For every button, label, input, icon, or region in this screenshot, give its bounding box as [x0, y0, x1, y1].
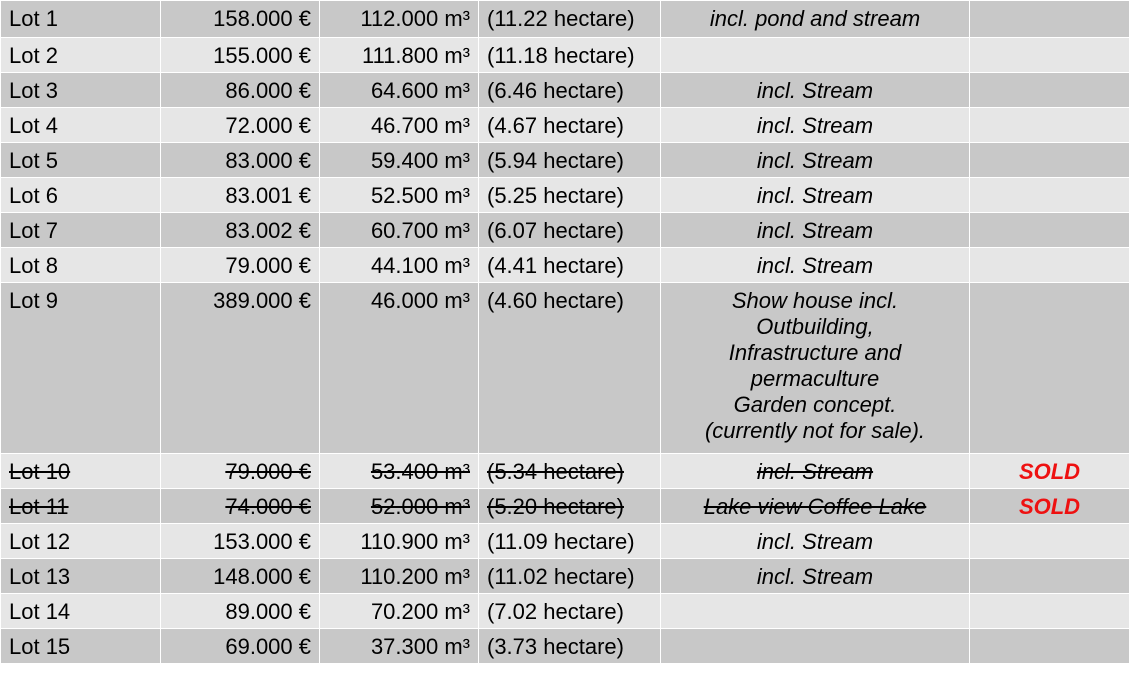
hectare-cell: (6.46 hectare) — [479, 73, 661, 108]
status-badge — [970, 283, 1129, 454]
note-line: incl. pond and stream — [709, 6, 921, 31]
lot-cell: Lot 5 — [1, 143, 161, 178]
hectare-cell: (5.94 hectare) — [479, 143, 661, 178]
hectare-cell: (11.02 hectare) — [479, 559, 661, 594]
note-cell — [661, 594, 970, 629]
hectare-cell: (4.60 hectare) — [479, 283, 661, 454]
table-row — [1, 489, 1129, 524]
hectare-cell: (5.20 hectare) — [479, 489, 661, 524]
area-cell: 52.500 m³ — [320, 178, 479, 213]
area-cell: 44.100 m³ — [320, 248, 479, 283]
price-cell: 72.000 € — [161, 108, 320, 143]
table-row — [1, 213, 1129, 248]
hectare-cell: (6.07 hectare) — [479, 213, 661, 248]
lot-cell: Lot 13 — [1, 559, 161, 594]
lot-cell: Lot 4 — [1, 108, 161, 143]
price-cell: 69.000 € — [161, 629, 320, 664]
hectare-cell: (11.22 hectare) — [479, 1, 661, 38]
note-line: incl. Stream — [756, 253, 874, 278]
price-cell: 79.000 € — [161, 454, 320, 489]
status-badge: SOLD — [970, 489, 1129, 524]
table-row — [1, 283, 1129, 454]
status-badge — [970, 38, 1129, 73]
hectare-cell: (11.18 hectare) — [479, 38, 661, 73]
note-line: Lake view Coffee Lake — [703, 494, 927, 519]
area-cell: 111.800 m³ — [320, 38, 479, 73]
note-line: permaculture — [750, 366, 880, 391]
note-line: incl. Stream — [756, 218, 874, 243]
note-cell — [661, 629, 970, 664]
note-line: (currently not for sale). — [704, 418, 926, 443]
status-badge — [970, 213, 1129, 248]
lot-cell: Lot 6 — [1, 178, 161, 213]
lot-cell: Lot 7 — [1, 213, 161, 248]
area-cell: 110.200 m³ — [320, 559, 479, 594]
status-badge — [970, 108, 1129, 143]
price-cell: 89.000 € — [161, 594, 320, 629]
note-cell — [661, 283, 970, 454]
hectare-cell: (4.67 hectare) — [479, 108, 661, 143]
status-badge — [970, 143, 1129, 178]
price-cell: 83.002 € — [161, 213, 320, 248]
hectare-cell: (11.09 hectare) — [479, 524, 661, 559]
table-row — [1, 559, 1129, 594]
note-line: incl. Stream — [756, 183, 874, 208]
area-cell: 112.000 m³ — [320, 1, 479, 38]
note-cell — [661, 559, 970, 594]
price-cell: 158.000 € — [161, 1, 320, 38]
status-badge — [970, 1, 1129, 38]
table-row — [1, 73, 1129, 108]
note-line: incl. Stream — [756, 78, 874, 103]
status-badge — [970, 73, 1129, 108]
price-cell: 155.000 € — [161, 38, 320, 73]
table-row — [1, 143, 1129, 178]
table-row — [1, 248, 1129, 283]
lot-cell: Lot 3 — [1, 73, 161, 108]
note-line: Outbuilding, — [756, 314, 874, 339]
status-badge: SOLD — [970, 454, 1129, 489]
note-line: Infrastructure and — [728, 340, 902, 365]
note-cell — [661, 73, 970, 108]
table-row — [1, 629, 1129, 664]
area-cell: 52.000 m³ — [320, 489, 479, 524]
price-cell: 83.001 € — [161, 178, 320, 213]
price-cell: 74.000 € — [161, 489, 320, 524]
hectare-cell: (3.73 hectare) — [479, 629, 661, 664]
hectare-cell: (4.41 hectare) — [479, 248, 661, 283]
note-cell — [661, 213, 970, 248]
status-badge — [970, 524, 1129, 559]
price-cell: 83.000 € — [161, 143, 320, 178]
area-cell: 46.700 m³ — [320, 108, 479, 143]
note-cell — [661, 38, 970, 73]
lot-cell: Lot 1 — [1, 1, 161, 38]
table-row — [1, 1, 1129, 38]
area-cell: 46.000 m³ — [320, 283, 479, 454]
area-cell: 64.600 m³ — [320, 73, 479, 108]
lot-cell: Lot 8 — [1, 248, 161, 283]
lot-cell: Lot 9 — [1, 283, 161, 454]
lot-cell: Lot 11 — [1, 489, 161, 524]
hectare-cell: (7.02 hectare) — [479, 594, 661, 629]
price-cell: 148.000 € — [161, 559, 320, 594]
area-cell: 37.300 m³ — [320, 629, 479, 664]
note-line: incl. Stream — [756, 459, 874, 484]
note-cell — [661, 178, 970, 213]
status-badge — [970, 248, 1129, 283]
area-cell: 110.900 m³ — [320, 524, 479, 559]
price-cell: 153.000 € — [161, 524, 320, 559]
area-cell: 60.700 m³ — [320, 213, 479, 248]
area-cell: 53.400 m³ — [320, 454, 479, 489]
table-row — [1, 108, 1129, 143]
note-cell — [661, 524, 970, 559]
lot-cell: Lot 14 — [1, 594, 161, 629]
note-cell — [661, 143, 970, 178]
table-row — [1, 524, 1129, 559]
status-badge — [970, 629, 1129, 664]
status-badge — [970, 594, 1129, 629]
status-badge — [970, 178, 1129, 213]
note-cell — [661, 454, 970, 489]
lot-cell: Lot 12 — [1, 524, 161, 559]
status-badge — [970, 559, 1129, 594]
area-cell: 70.200 m³ — [320, 594, 479, 629]
hectare-cell: (5.25 hectare) — [479, 178, 661, 213]
hectare-cell: (5.34 hectare) — [479, 454, 661, 489]
table-row — [1, 594, 1129, 629]
note-line: incl. Stream — [756, 148, 874, 173]
price-cell: 79.000 € — [161, 248, 320, 283]
note-cell — [661, 108, 970, 143]
lots-table-body — [1, 1, 1129, 664]
price-cell: 86.000 € — [161, 73, 320, 108]
table-row — [1, 454, 1129, 489]
table-row — [1, 38, 1129, 73]
note-line: Garden concept. — [733, 392, 897, 417]
note-cell — [661, 1, 970, 38]
price-cell: 389.000 € — [161, 283, 320, 454]
note-cell — [661, 489, 970, 524]
lot-cell: Lot 10 — [1, 454, 161, 489]
note-line: Show house incl. — [731, 288, 899, 313]
note-line: incl. Stream — [756, 564, 874, 589]
lot-cell: Lot 2 — [1, 38, 161, 73]
area-cell: 59.400 m³ — [320, 143, 479, 178]
lot-cell: Lot 15 — [1, 629, 161, 664]
note-line: incl. Stream — [756, 529, 874, 554]
table-row — [1, 178, 1129, 213]
note-cell — [661, 248, 970, 283]
note-line: incl. Stream — [756, 113, 874, 138]
